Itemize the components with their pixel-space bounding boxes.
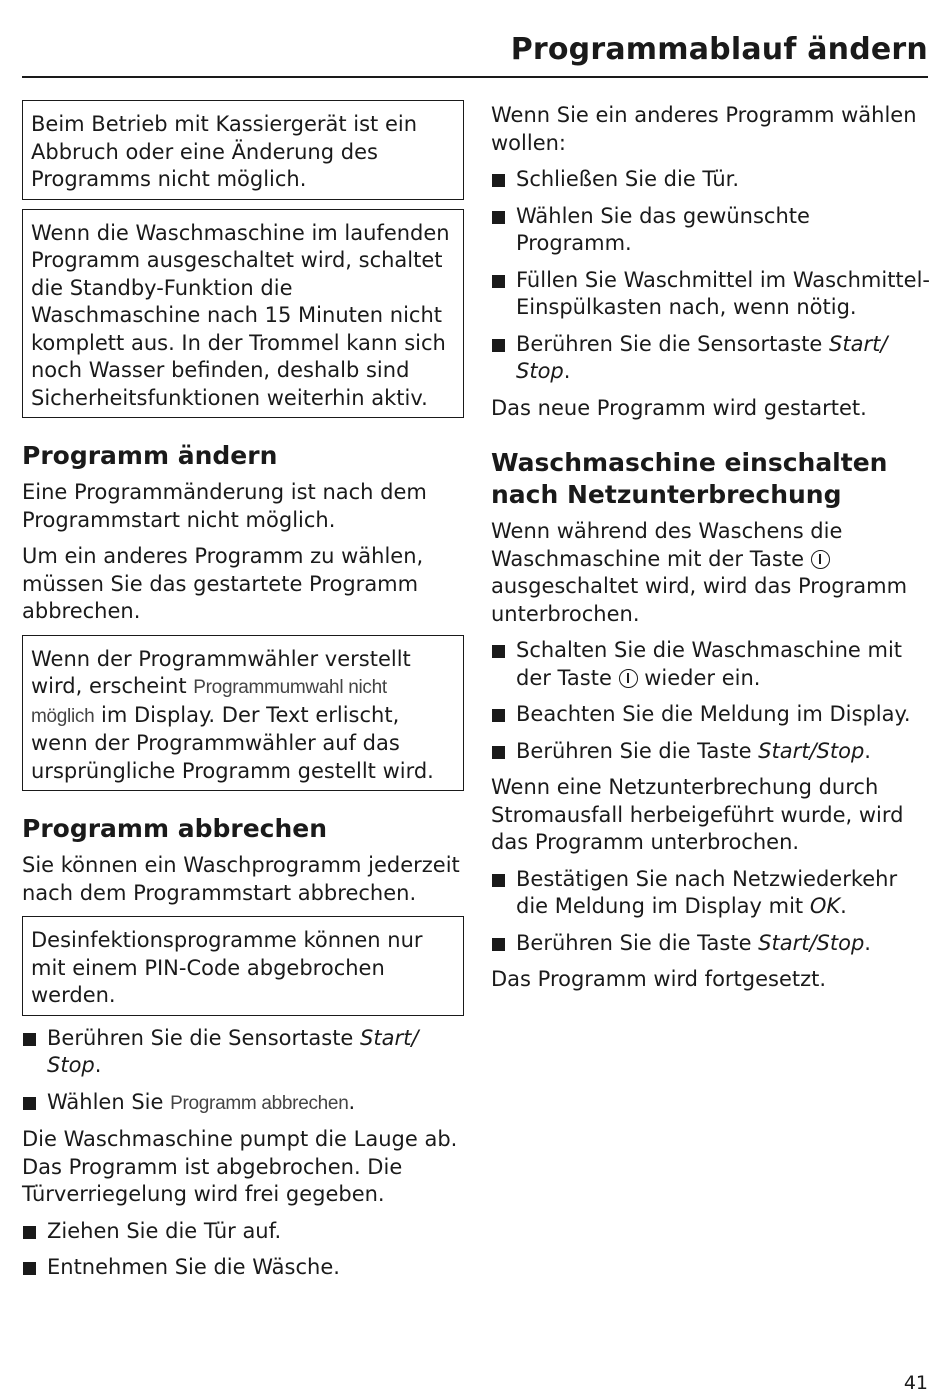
note-box-disinfection	[22, 916, 464, 1016]
bullet-square-icon	[492, 746, 505, 759]
display-text: Programm abbrechen	[170, 1092, 349, 1114]
button-name: Start/Stop	[758, 738, 865, 763]
bullet-square-icon	[23, 1097, 36, 1110]
step-list	[491, 866, 931, 958]
list-item	[491, 866, 931, 921]
list-item	[491, 267, 931, 322]
list-item	[491, 331, 931, 386]
list-item	[22, 1025, 464, 1080]
step-text: Berühren Sie die Sensortaste	[516, 331, 830, 356]
step-text: Wählen Sie das gewünschte Programm.	[516, 203, 810, 255]
paragraph: Das Programm wird fortgesetzt.	[491, 967, 827, 991]
section-heading-programm-abbrechen: Programm abbrechen	[22, 814, 328, 843]
left-column	[22, 100, 464, 1291]
step-text: Schließen Sie die Tür.	[516, 167, 740, 191]
bullet-square-icon	[492, 709, 505, 722]
step-text: .	[864, 930, 871, 955]
button-name: Start/ Stop	[516, 331, 888, 383]
step-list	[22, 1218, 464, 1282]
paragraph: Wenn Sie ein anderes Programm wählen wollen:	[491, 103, 917, 155]
step-text: Berühren Sie die Sensortaste	[47, 1025, 361, 1050]
note-box-standby	[22, 209, 464, 419]
paragraph: Eine Programmänderung ist nach dem Programmstart nicht möglich.	[22, 480, 427, 532]
list-item	[491, 930, 931, 958]
button-name: Start/Stop	[758, 930, 865, 955]
list-item	[491, 701, 931, 729]
paragraph: Um ein anderes Programm zu wählen, müssen Sie das gestartete Programm abbrechen.	[22, 544, 424, 623]
bullet-square-icon	[492, 275, 505, 288]
page-number: 41	[903, 1372, 928, 1394]
bullet-square-icon	[23, 1262, 36, 1275]
button-name: OK	[809, 894, 841, 918]
step-list	[22, 1025, 464, 1118]
section-heading-programm-aendern: Programm ändern	[22, 441, 278, 470]
list-item	[491, 203, 931, 258]
note-text: Beim Betrieb mit Kassiergerät ist ein Abbruch oder eine Änderung des Programms nicht möglich.	[31, 112, 418, 191]
step-text: Berühren Sie die Taste	[516, 738, 759, 763]
list-item	[22, 1218, 464, 1246]
bullet-square-icon	[492, 174, 505, 187]
step-text: Ziehen Sie die Tür auf.	[47, 1218, 282, 1243]
power-button-icon	[811, 550, 830, 569]
paragraph: Wenn eine Netzunterbrechung durch Stromausfall herbeigeführt wurde, wird das Programm unterbrochen.	[491, 775, 904, 854]
note-text: Wenn die Waschmaschine im laufenden Programm ausgeschaltet wird, schaltet die Standby-Funktion die Waschmaschine nach 15 Minuten nicht komplett aus. In der Trommel kann sich noch Wasser befinden, deshalb sind Sicherheitsfunktionen weiterhin aktiv.	[31, 220, 450, 410]
paragraph: Sie können ein Waschprogramm jederzeit nach dem Programmstart abbrechen.	[22, 853, 460, 905]
list-item	[22, 1089, 464, 1118]
note-text: im Display. Der Text erlischt, wenn der Programmwähler auf das ursprüngliche Programm gestellt wird.	[31, 702, 434, 783]
page-title: Programmablauf ändern	[510, 32, 928, 67]
note-box-cash-device	[22, 100, 464, 200]
step-list	[491, 637, 931, 765]
step-text: .	[563, 359, 571, 383]
paragraph-text: ausgeschaltet wird, wird das Programm unterbrochen.	[491, 574, 908, 626]
note-text: Desinfektionsprogramme können nur mit einem PIN-Code abgebrochen werden.	[31, 928, 423, 1007]
paragraph: Das neue Programm wird gestartet.	[491, 395, 867, 420]
section-heading-netzunterbrechung: Waschmaschine einschalten nach Netzunterbrechung	[491, 448, 888, 509]
step-text: wieder ein.	[637, 665, 761, 690]
bullet-square-icon	[492, 938, 505, 951]
note-box-program-selector	[22, 635, 464, 792]
power-button-icon	[619, 669, 638, 688]
page-header	[22, 30, 928, 78]
bullet-square-icon	[492, 645, 505, 658]
paragraph	[491, 518, 931, 628]
bullet-square-icon	[23, 1226, 36, 1239]
step-text: Entnehmen Sie die Wäsche.	[47, 1255, 340, 1279]
list-item	[491, 738, 931, 766]
list-item	[22, 1254, 464, 1282]
paragraph: Die Waschmaschine pumpt die Lauge ab. Das Programm ist abgebrochen. Die Türverriegelung wird frei gegeben.	[22, 1127, 458, 1206]
step-text: Schalten Sie die Waschmaschine mit der Taste	[516, 638, 903, 690]
right-column	[491, 102, 931, 1003]
bullet-square-icon	[492, 339, 505, 352]
step-text: .	[348, 1089, 356, 1114]
step-text: .	[864, 738, 871, 763]
step-list	[491, 166, 931, 386]
step-text: .	[94, 1053, 102, 1077]
step-text: Beachten Sie die Meldung im Display.	[516, 702, 911, 726]
display-text: Programmumwahl nicht möglich	[31, 677, 387, 727]
bullet-square-icon	[492, 874, 505, 887]
step-text: Wählen Sie	[47, 1089, 171, 1114]
bullet-square-icon	[492, 211, 505, 224]
step-text: Füllen Sie Waschmittel im Waschmittel-Einspülkasten nach, wenn nötig.	[516, 267, 930, 319]
button-name: Start/ Stop	[47, 1025, 419, 1077]
note-text: Wenn der Programmwähler verstellt wird, erscheint	[31, 646, 411, 698]
step-text: .	[840, 894, 847, 918]
list-item	[491, 637, 931, 692]
list-item	[491, 166, 931, 194]
bullet-square-icon	[23, 1033, 36, 1046]
paragraph-text: Wenn während des Waschens die Waschmaschine mit der Taste	[491, 519, 843, 571]
step-text: Berühren Sie die Taste	[516, 930, 759, 955]
step-text: Bestätigen Sie nach Netzwiederkehr die Meldung im Display mit	[516, 866, 898, 918]
